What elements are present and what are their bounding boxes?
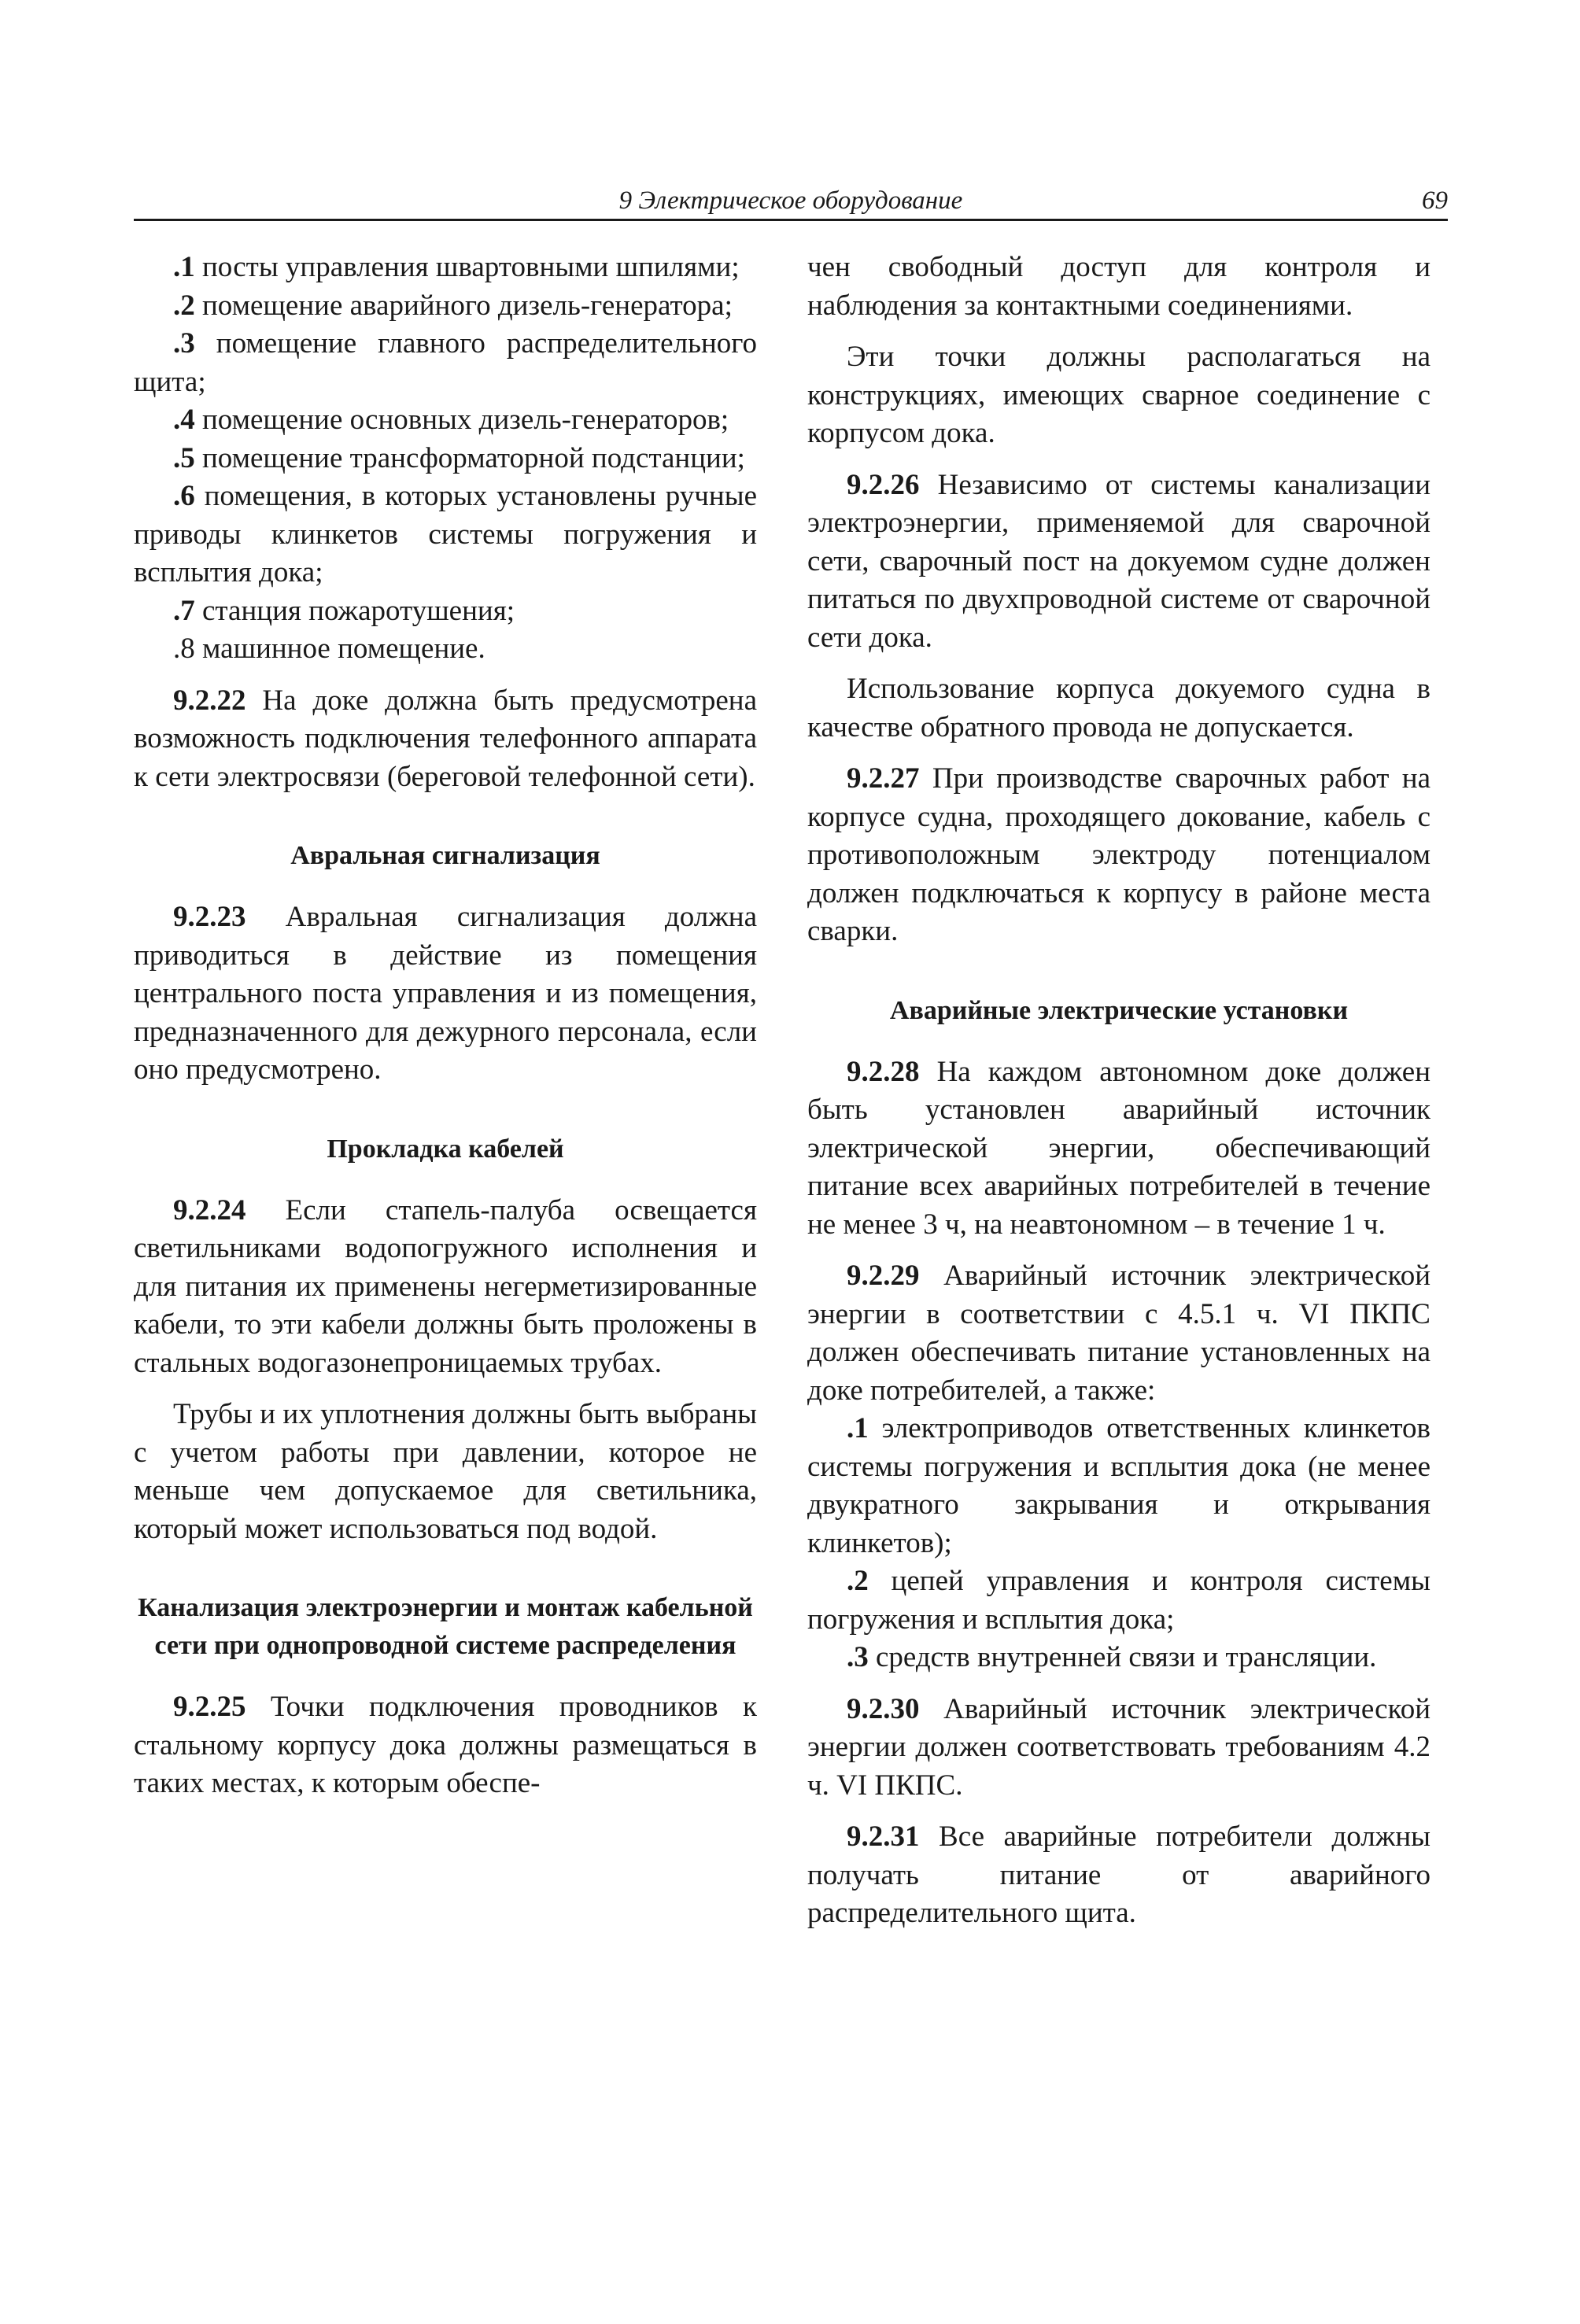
paragraph-9-2-28: 9.2.28 На каждом автономном доке должен быть установлен аварийный источник электрической энергии, обеспечивающий питание всех аварийных потребителей в течение не менее 3 ч, на неавтономном – в течение 1 ч. bbox=[807, 1055, 1430, 1241]
paragraph-9-2-23: 9.2.23 Авральная сигнализация должна приводиться в действие из помещения центрального поста управления и из помещения, предназначенного для дежурного персонала, если оно предусмотрено. bbox=[134, 901, 757, 1086]
section-heading-emergency: Аварийные электрические установки bbox=[889, 995, 1349, 1025]
paragraph-pipes: Трубы и их уплотнения должны быть выбраны с учетом работы при давлении, которое не меньше чем допускаемое для светильника, который может использоваться под водой. bbox=[134, 1398, 757, 1545]
section-heading-alarm: Авральная сигнализация bbox=[290, 841, 600, 870]
running-title: 9 Электрическое оборудование bbox=[618, 186, 963, 215]
list-item: .2 помещение аварийного дизель-генератора; bbox=[173, 289, 733, 322]
paragraph-9-2-24: 9.2.24 Если стапель-палуба освещается светильниками водопогружного исполнения и для питания их применены негерметизированные кабели, то эти кабели должны быть проложены в стальных водогазонепроницаемых трубах. bbox=[134, 1193, 757, 1379]
list-item: .3 помещение главного распределительного щита; bbox=[134, 327, 757, 398]
section-heading-wiring: Канализация электроэнергии и монтаж кабельной сети при однопроводной системе распределения bbox=[138, 1593, 753, 1660]
paragraph-9-2-29: 9.2.29 Аварийный источник электрической энергии в соответствии с 4.5.1 ч. VI ПКПС должен обеспечивать питание установленных на доке потребителей, а также: bbox=[807, 1260, 1430, 1407]
list-item: .8 машинное помещение. bbox=[173, 633, 485, 665]
paragraph-9-2-25: 9.2.25 Точки подключения проводников к стальному корпусу дока должны размещаться в таких местах, к которым обеспе- bbox=[134, 1691, 757, 1799]
list-item: .1 посты управления швартовными шпилями; bbox=[173, 251, 740, 283]
list-item: .1 электроприводов ответственных клинкетов системы погружения и всплытия дока (не менее двукратного закрывания и открывания клинкетов); bbox=[807, 1412, 1430, 1559]
paragraph-9-2-30: 9.2.30 Аварийный источник электрической энергии должен соответствовать требованиям 4.2 ч. VI ПКПС. bbox=[807, 1692, 1430, 1802]
list-item: .6 помещения, в которых установлены ручные приводы клинкетов системы погружения и всплытия дока; bbox=[134, 480, 757, 588]
list-item: .2 цепей управления и контроля системы погружения и всплытия дока; bbox=[807, 1565, 1430, 1636]
section-heading-cables: Прокладка кабелей bbox=[327, 1134, 564, 1164]
list-item: .3 средств внутренней связи и трансляции. bbox=[847, 1641, 1377, 1673]
page-number: 69 bbox=[1422, 186, 1448, 215]
paragraph-9-2-26: 9.2.26 Независимо от системы канализации электроэнергии, применяемой для сварочной сети, сварочный пост на докуемом судне должен питаться по двухпроводной системе от сварочной сети дока. bbox=[807, 468, 1430, 654]
paragraph-9-2-22: 9.2.22 На доке должна быть предусмотрена возможность подключения телефонного аппарата к сети электросвязи (береговой телефонной сети). bbox=[134, 684, 757, 793]
list-item: .5 помещение трансформаторной подстанции; bbox=[173, 441, 745, 474]
paragraph-9-2-27: 9.2.27 При производстве сварочных работ на корпусе судна, проходящего докование, кабель с противоположным электроду потенциалом должен подключаться к корпусу в районе места сварки. bbox=[807, 762, 1430, 947]
paragraph-continuation: чен свободный доступ для контроля и наблюдения за контактными соединениями. bbox=[807, 251, 1430, 322]
page-header bbox=[134, 183, 1448, 221]
paragraph-hull: Использование корпуса докуемого судна в качестве обратного провода не допускается. bbox=[807, 673, 1430, 743]
list-item: .7 станция пожаротушения; bbox=[173, 594, 515, 627]
paragraph-9-2-31: 9.2.31 Все аварийные потребители должны получать питание от аварийного распределительного щита. bbox=[807, 1820, 1430, 1929]
paragraph-points: Эти точки должны располагаться на конструкциях, имеющих сварное соединение с корпусом дока. bbox=[807, 341, 1430, 449]
right-column bbox=[807, 249, 1430, 1933]
list-item: .4 помещение основных дизель-генераторов; bbox=[173, 404, 729, 436]
left-column bbox=[134, 249, 757, 1803]
